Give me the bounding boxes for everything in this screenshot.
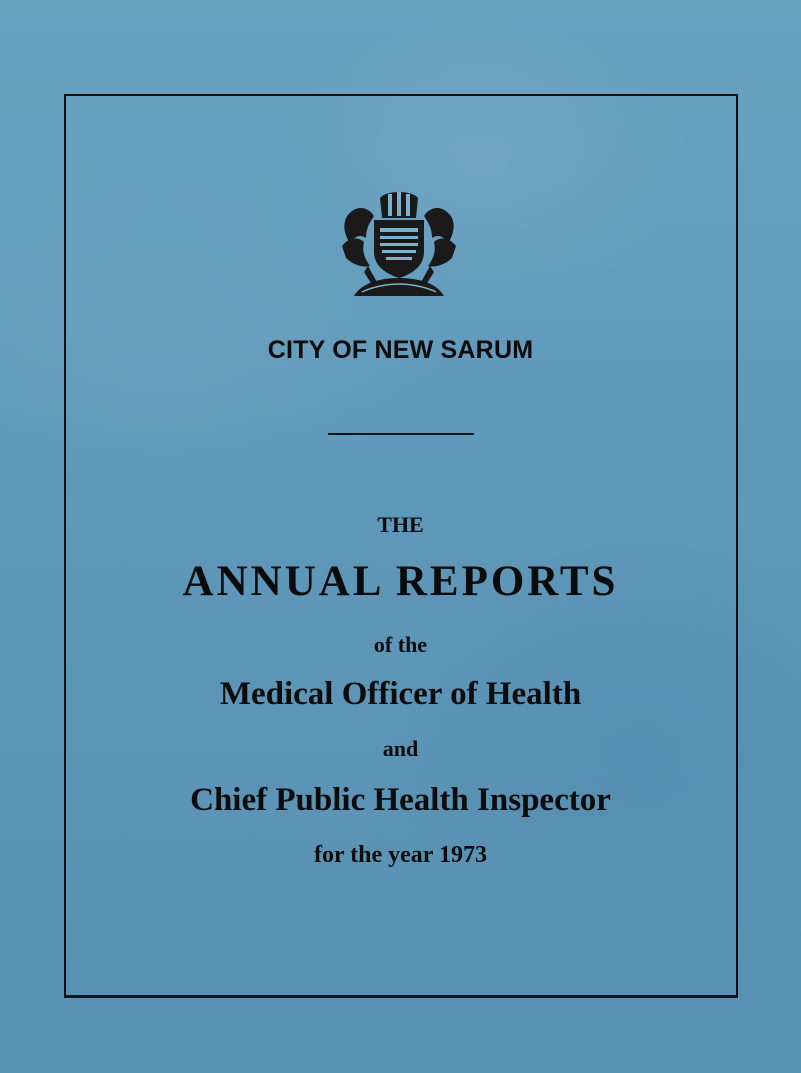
inspector-title: Chief Public Health Inspector [190,782,611,818]
city-name: CITY OF NEW SARUM [267,336,534,364]
of-the-label: of the [373,632,428,657]
report-year: for the year 1973 [313,842,488,868]
officer-title: Medical Officer of Health [219,676,582,712]
and-label: and [382,736,419,761]
title-divider [328,433,474,435]
report-title: ANNUAL REPORTS [182,558,619,605]
the-label: THE [377,512,424,537]
coat-of-arms-icon [340,188,458,304]
